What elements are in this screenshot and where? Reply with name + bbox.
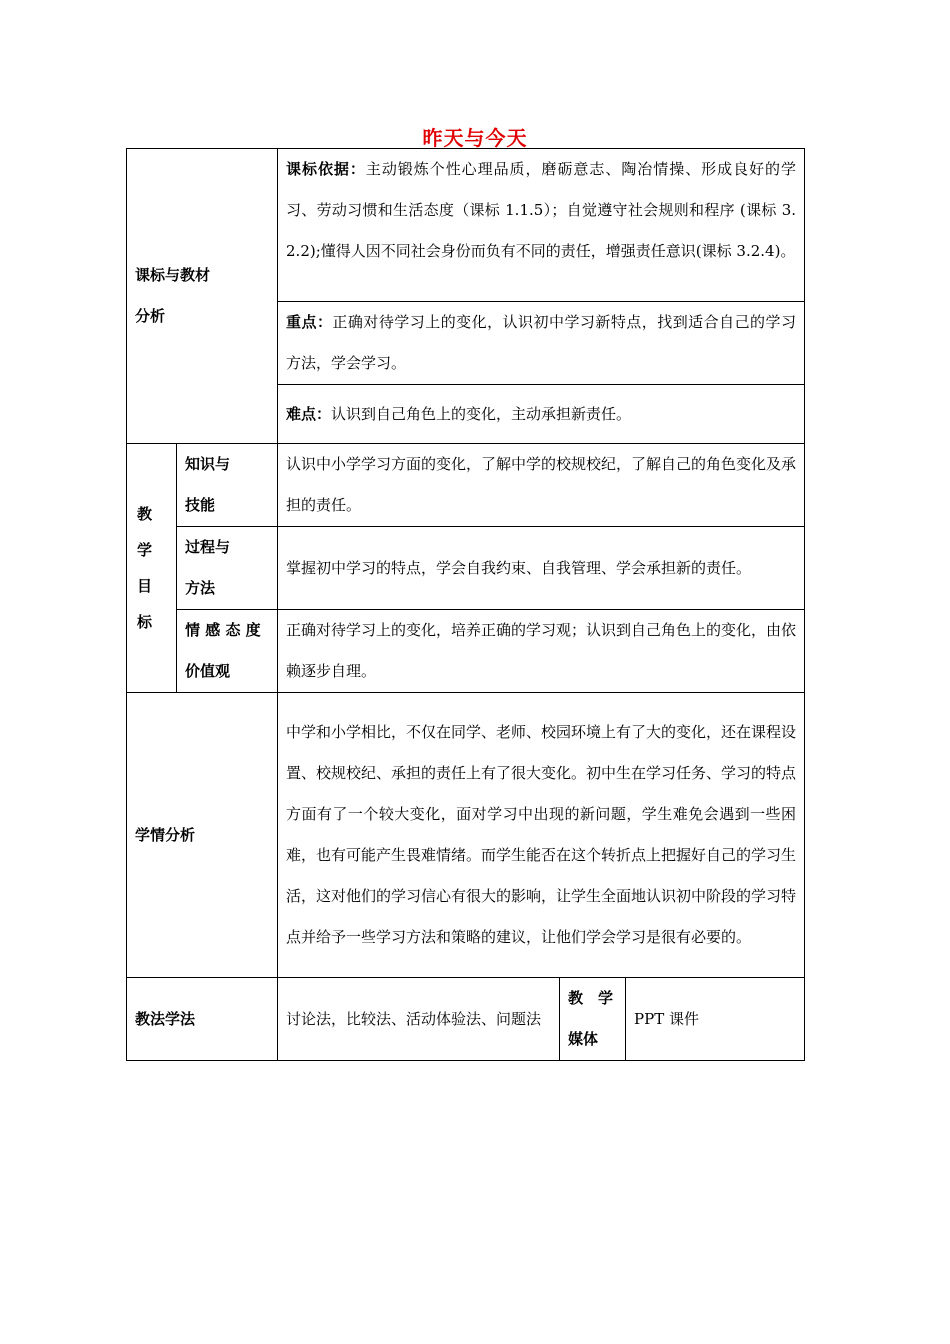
methods-text: 讨论法，比较法、活动体验法、问题法 — [278, 978, 560, 1061]
goal-knowledge-label-line2: 技能 — [185, 496, 216, 514]
kebiao-key-cell — [278, 302, 805, 385]
goal-process-label-line2: 方法 — [185, 579, 216, 597]
methods-row — [127, 978, 805, 1061]
kebiao-label-line1: 课标与教材 — [135, 266, 211, 284]
media-label — [560, 978, 626, 1061]
media-label-line1: 教 学 — [568, 989, 614, 1007]
goal-knowledge-label — [177, 444, 278, 527]
goal-emotion-label-line2: 价值观 — [185, 662, 231, 680]
media-text: PPT 课件 — [626, 978, 805, 1061]
key-text: 正确对待学习上的变化，认识初中学习新特点，找到适合自己的学习方法，学会学习。 — [286, 313, 796, 372]
kebiao-basis-row — [127, 149, 805, 302]
goal-process-text: 掌握初中学习的特点，学会自我约束、自我管理、学会承担新的责任。 — [278, 527, 805, 610]
methods-label: 教法学法 — [127, 978, 278, 1061]
difficult-prefix: 难点： — [286, 404, 332, 423]
analysis-row — [127, 693, 805, 978]
kebiao-label-cell — [127, 149, 278, 444]
key-prefix: 重点： — [286, 313, 333, 331]
goals-label-char: 标 — [137, 613, 153, 631]
goal-knowledge-label-line1: 知识与 — [185, 455, 231, 473]
goal-emotion-label-line1: 情 感 态 度 — [185, 621, 261, 639]
goals-label-char: 教 — [137, 505, 153, 523]
goal-emotion-text: 正确对待学习上的变化，培养正确的学习观；认识到自己角色上的变化，由依赖逐步自理。 — [278, 610, 805, 693]
analysis-label: 学情分析 — [127, 693, 278, 978]
goal-process-label-line1: 过程与 — [185, 538, 231, 556]
page-title: 昨天与今天 — [422, 126, 528, 150]
goal-process-label — [177, 527, 278, 610]
goals-label-cell — [127, 444, 177, 693]
lesson-plan-table — [126, 148, 805, 1061]
goals-label-char: 目 — [137, 577, 153, 595]
goal-knowledge-text: 认识中小学学习方面的变化，了解中学的校规校纪，了解自己的角色变化及承担的责任。 — [278, 444, 805, 527]
difficult-text: 认识到自己角色上的变化，主动承担新责任。 — [331, 404, 632, 423]
goals-label-char: 学 — [137, 541, 153, 559]
goal-emotion-label — [177, 610, 278, 693]
analysis-text: 中学和小学相比，不仅在同学、老师、校园环境上有了大的变化，还在课程设置、校规校纪、承担的责任上有了很大变化。初中生在学习任务、学习的特点方面有了一个较大变化，面对学习中出现的新问题，学生难免会遇到一些困难，也有可能产生畏难情绪。而学生能否在这个转折点上把握好自己的学习生活，这对他们的学习信心有很大的影响，让学生全面地认识初中阶段的学习特点并给予一些学习方法和策略的建议，让他们学会学习是很有必要的。 — [278, 693, 805, 978]
kebiao-basis-cell — [278, 149, 805, 302]
goal-row-process — [127, 527, 805, 610]
goal-row-emotion — [127, 610, 805, 693]
kebiao-label-line2: 分析 — [135, 307, 166, 325]
basis-text: 主动锻炼个性心理品质，磨砺意志、陶冶情操、形成良好的学习、劳动习惯和生活态度（课标 1.1.5）；自觉遵守社会规则和程序 (课标 3.2.2);懂得人因不同社会身份而负有不同的责任，增强责任意识(课标 3.2.4)。 — [286, 160, 797, 260]
media-label-line2: 媒体 — [568, 1030, 599, 1048]
kebiao-difficult-cell — [278, 385, 805, 444]
basis-prefix: 课标依据： — [286, 160, 366, 178]
goal-row-knowledge — [127, 444, 805, 527]
